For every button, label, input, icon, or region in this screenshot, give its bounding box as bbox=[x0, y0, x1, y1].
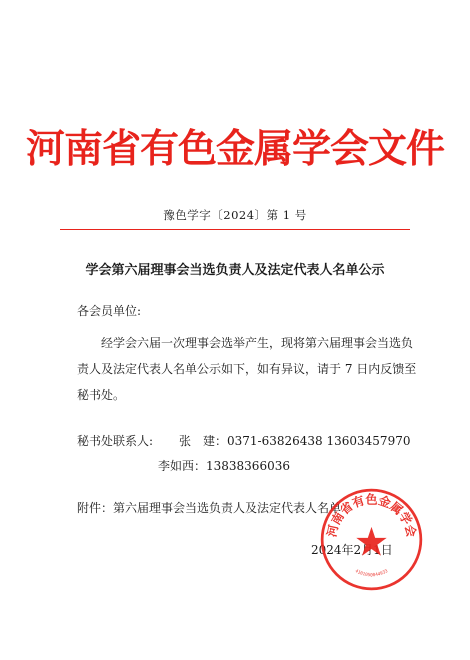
document-header-title: 河南省有色金属学会文件 bbox=[25, 126, 444, 172]
official-seal-icon bbox=[319, 487, 424, 592]
contact-entry-zhang: 张 建：0371-63826438 13603457970 bbox=[179, 434, 411, 448]
issue-date: 2024年2月1日 bbox=[311, 543, 393, 557]
red-divider-line bbox=[60, 229, 410, 230]
notice-title: 学会第六届理事会当选负责人及法定代表人名单公示 bbox=[85, 263, 385, 278]
attachment-line: 附件：第六届理事会当选负责人及法定代表人名单 bbox=[77, 501, 342, 515]
document-number: 豫色学字〔2024〕第 1 号 bbox=[163, 208, 307, 222]
salutation: 各会员单位: bbox=[77, 304, 142, 318]
seal-text: 河南省有色金属学会 bbox=[324, 492, 419, 539]
body-paragraph-line: 责人及法定代表人名单公示如下，如有异议，请于 7 日内反馈至 bbox=[77, 362, 417, 376]
svg-text:4101050044933 bbox=[354, 568, 389, 578]
contact-entry-li: 李如西：13838366036 bbox=[158, 459, 290, 473]
seal-serial: 4101050044933 bbox=[354, 569, 389, 579]
body-paragraph-line: 经学会六届一次理事会选举产生，现将第六届理事会当选负 bbox=[101, 336, 414, 350]
contact-label: 秘书处联系人: bbox=[77, 434, 154, 448]
seal-star-icon bbox=[356, 527, 386, 556]
body-paragraph-line: 秘书处。 bbox=[77, 388, 126, 402]
